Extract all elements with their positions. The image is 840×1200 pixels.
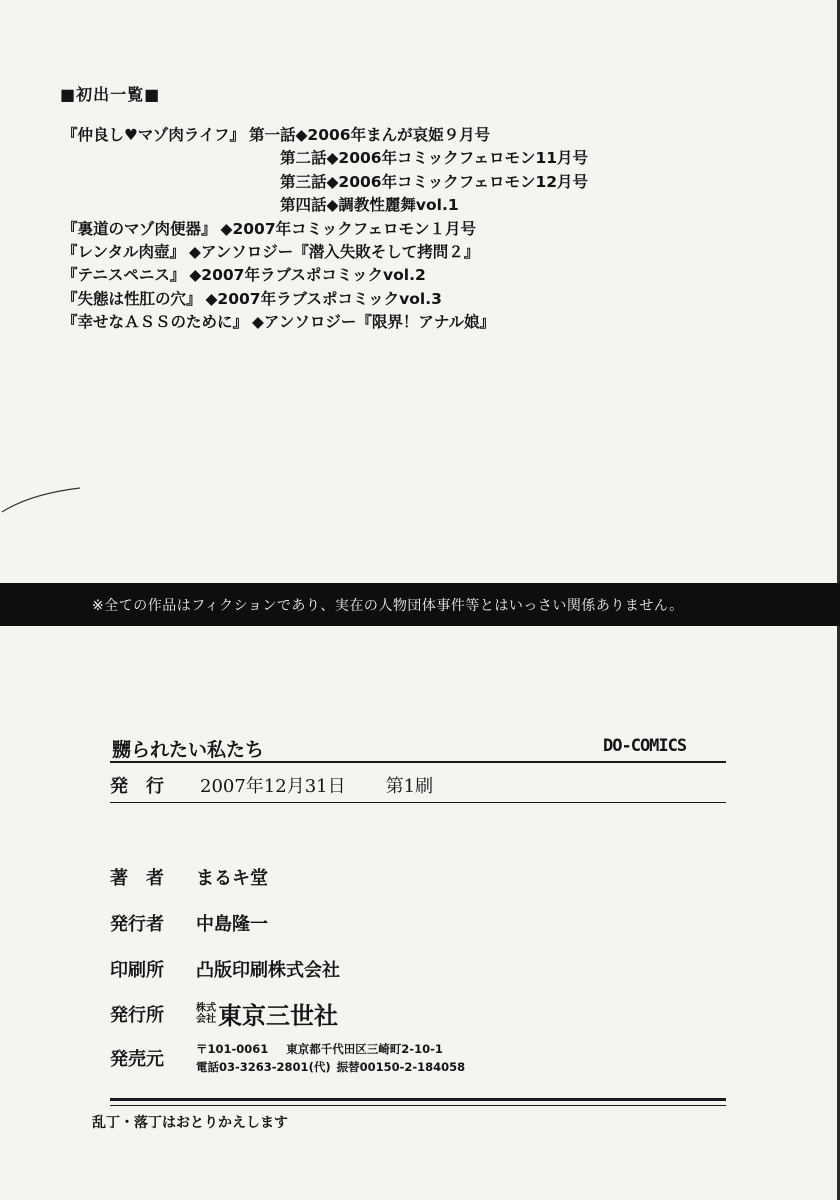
list-item — [62, 288, 782, 311]
pen-stroke-mark — [0, 486, 82, 516]
footer-note: 乱丁・落丁はおとりかえします — [92, 1115, 288, 1131]
postal-code: 〒101-0061 — [196, 1042, 269, 1056]
work-detail: 第二話◆2006年コミックフェロモン11月号 — [280, 149, 589, 168]
list-item — [62, 147, 782, 170]
first-appearance-heading: ■初出一覧■ — [60, 85, 161, 104]
publishing-house-row — [110, 996, 338, 1031]
footer-rule-thick — [110, 1098, 726, 1101]
work-detail: ◆2007年ラブスポコミックvol.2 — [189, 266, 426, 285]
work-title: 『失態は性肛の穴』 — [62, 289, 202, 308]
house-name: 東京三世社 — [218, 1002, 338, 1030]
disclaimer-band — [0, 583, 840, 626]
corp-mark-bottom: 会社 — [196, 1013, 216, 1025]
author-name: まるキ堂 — [196, 868, 268, 889]
work-detail: ◆アンソロジー『潜入失敗そして拷問２』 — [189, 242, 480, 261]
publisher-row — [110, 910, 268, 936]
work-title: 『仲良し♥マゾ肉ライフ』 — [62, 126, 246, 144]
printing-number: 第1刷 — [385, 776, 434, 797]
author-label: 著 者 — [110, 868, 164, 889]
seller-address — [196, 1040, 465, 1076]
corporation-mark — [196, 1003, 216, 1025]
publisher-label: 発行者 — [110, 914, 164, 935]
printer-label: 印刷所 — [110, 960, 164, 981]
first-appearance-list — [62, 124, 782, 335]
list-item — [62, 218, 782, 241]
list-item — [62, 194, 782, 217]
printer-name: 凸版印刷株式会社 — [196, 960, 340, 981]
work-detail: 第一話◆2006年まんが哀姫９月号 — [249, 126, 491, 144]
footer-rule-thin — [110, 1105, 726, 1106]
issue-date: 2007年12月31日 — [200, 776, 346, 797]
transfer-account: 振替00150-2-184058 — [336, 1060, 466, 1074]
disclaimer-text: ※全ての作品はフィクションであり、実在の人物団体事件等とはいっさい関係ありません。 — [92, 598, 684, 614]
issue-label: 発 行 — [110, 776, 164, 797]
phone-number: 電話03-3263-2801(代) — [196, 1060, 331, 1074]
work-detail: ◆2007年ラブスポコミックvol.3 — [205, 289, 442, 308]
issue-row — [110, 772, 433, 798]
list-item — [62, 311, 782, 334]
printer-row — [110, 956, 340, 982]
corp-mark-top: 株式 — [196, 1002, 216, 1014]
book-title: 嬲られたい私たち — [112, 739, 265, 761]
list-item — [62, 171, 782, 194]
list-item — [62, 124, 782, 147]
work-title: 『レンタル肉壺』 — [62, 242, 185, 261]
title-rule — [110, 761, 726, 763]
publisher-name: 中島隆一 — [196, 914, 268, 935]
work-title: 『テニスペニス』 — [62, 266, 186, 285]
list-item — [62, 264, 782, 287]
seller-label: 発売元 — [110, 1049, 164, 1070]
work-title: 『裏道のマゾ肉便器』 — [62, 219, 217, 238]
author-row — [110, 864, 268, 890]
work-detail: 第三話◆2006年コミックフェロモン12月号 — [280, 172, 589, 191]
house-label: 発行所 — [110, 1004, 164, 1026]
issue-rule — [110, 802, 726, 803]
street-address: 東京都千代田区三崎町2-10-1 — [286, 1042, 443, 1056]
work-title: 『幸せなＡＳＳのために』 — [62, 313, 249, 332]
work-detail: ◆アンソロジー『限界！アナル娘』 — [252, 313, 496, 332]
work-detail: 第四話◆調教性麗舞vol.1 — [280, 196, 459, 215]
work-detail: ◆2007年コミックフェロモン１月号 — [220, 219, 477, 238]
imprint-label: DO-COMICS — [603, 736, 687, 756]
list-item — [62, 241, 782, 264]
